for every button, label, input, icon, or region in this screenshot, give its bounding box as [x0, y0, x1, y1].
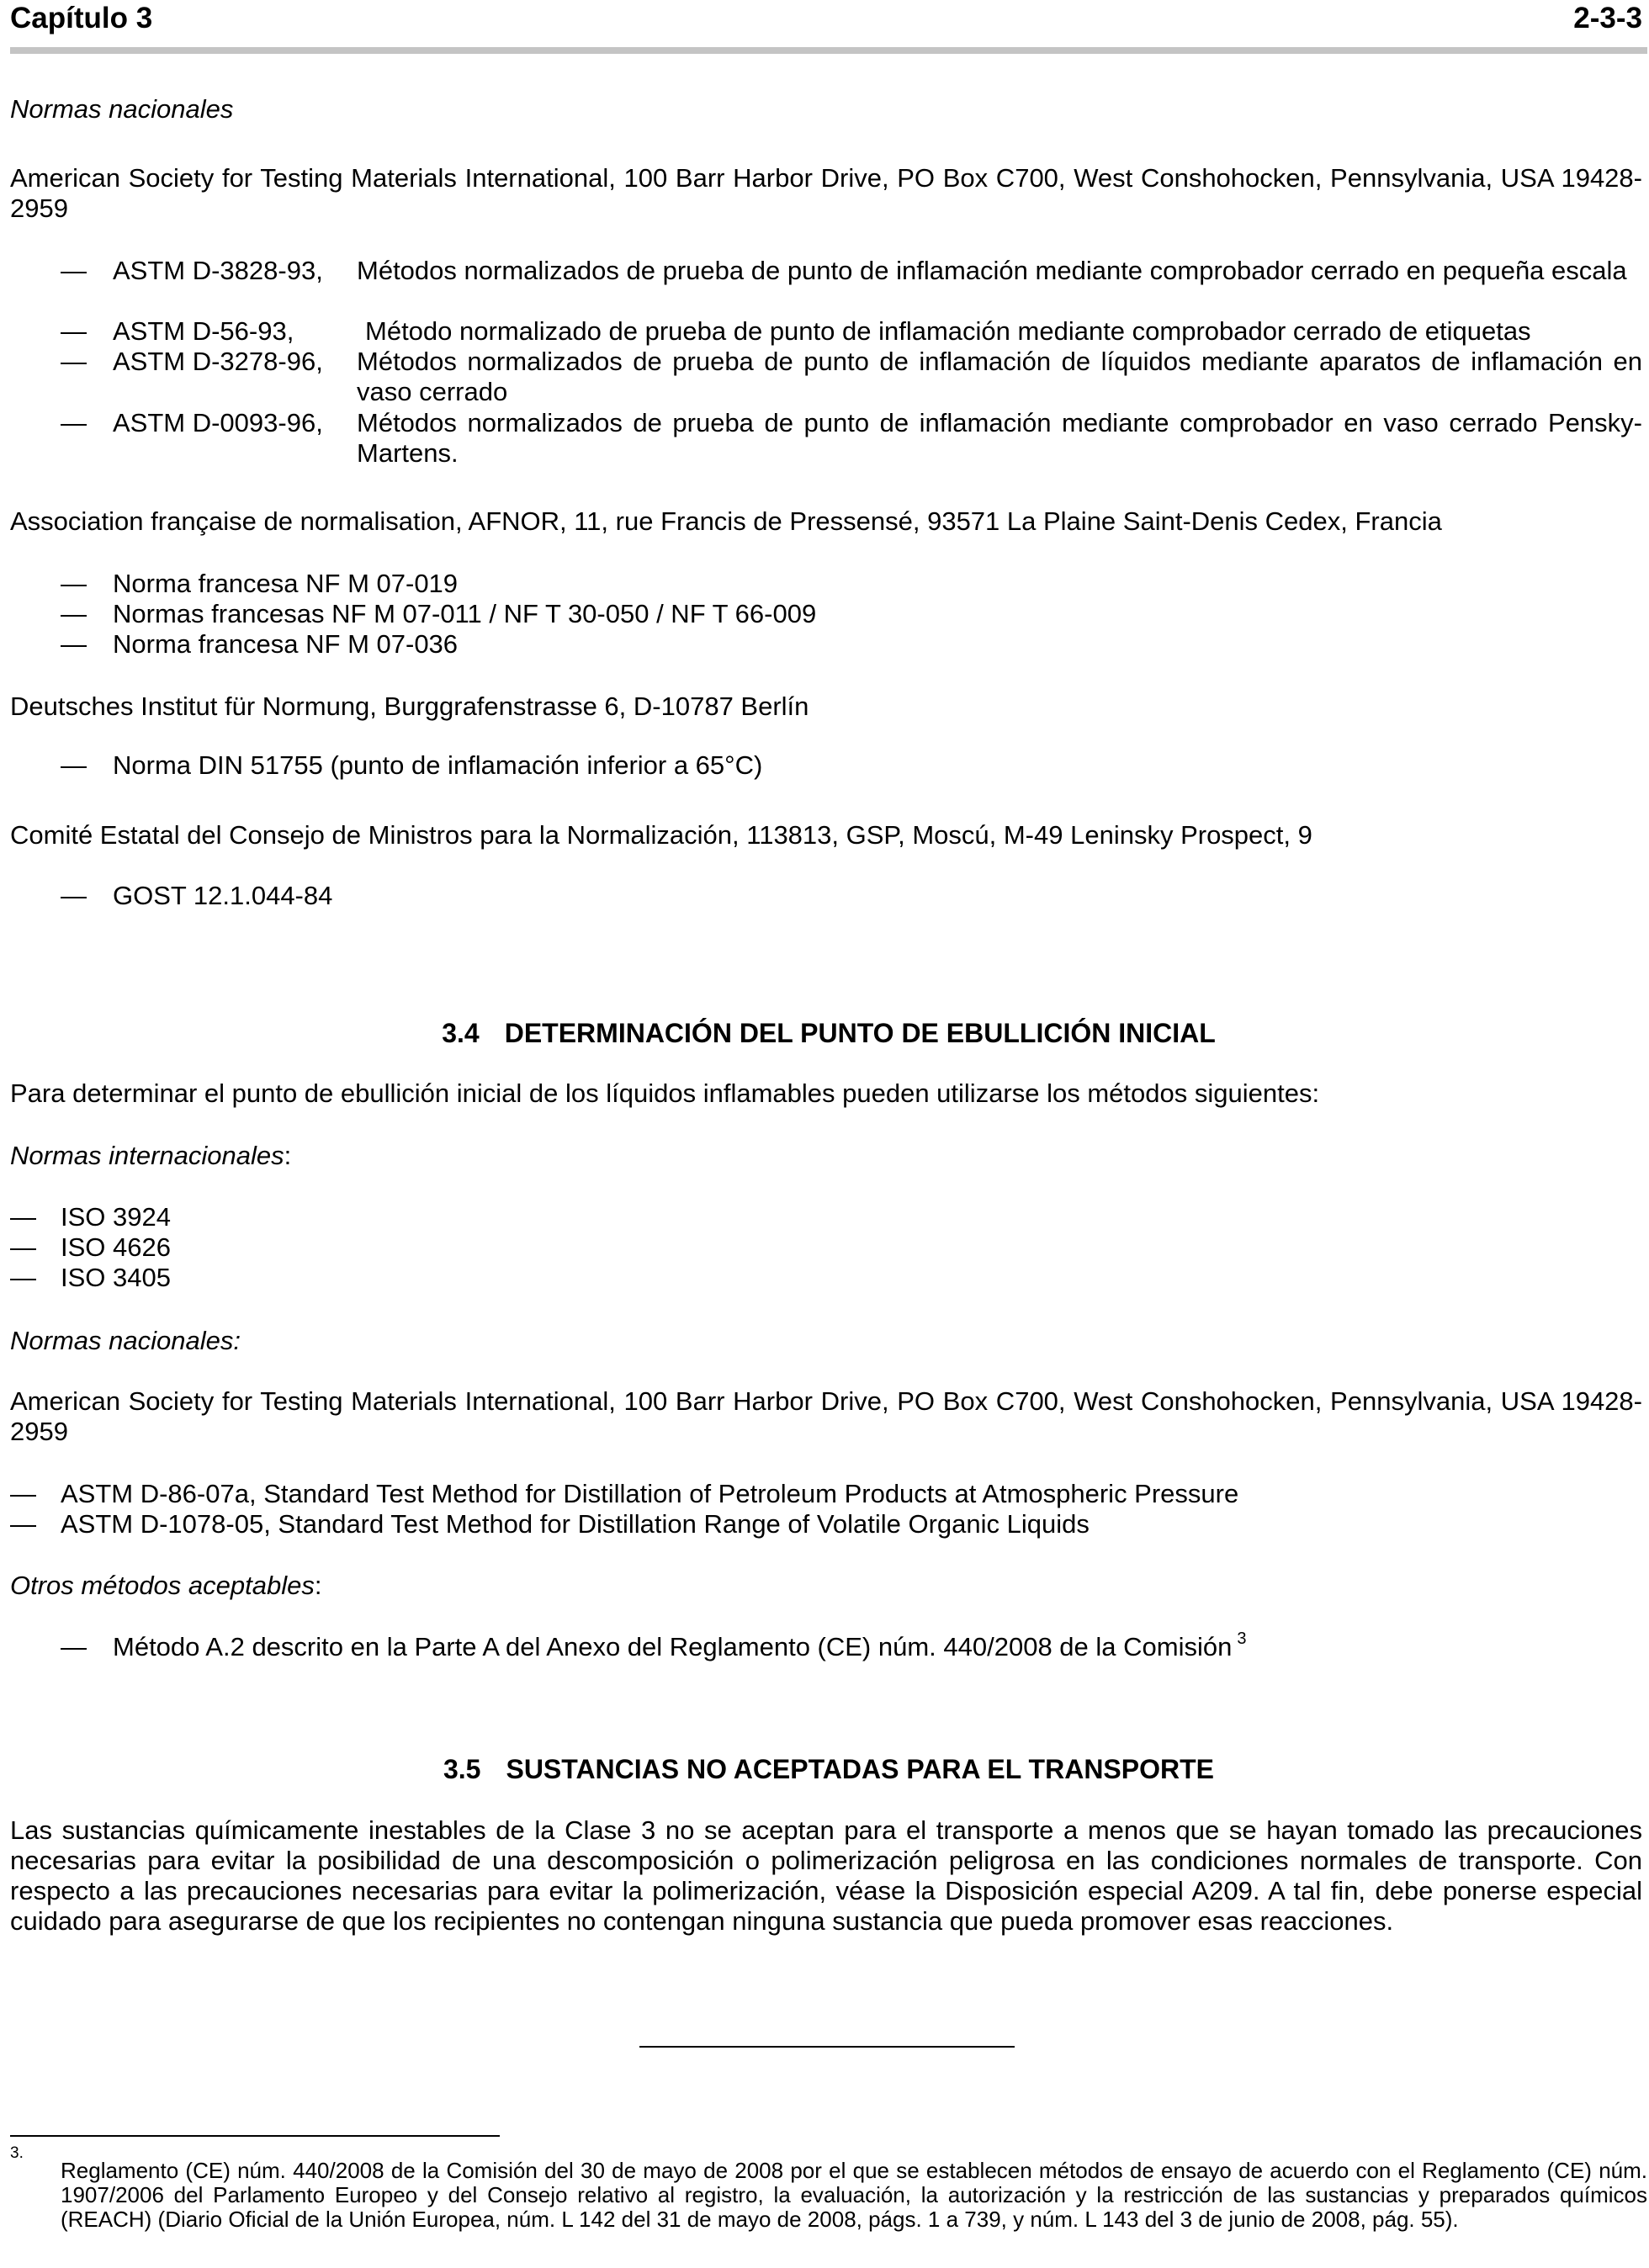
footnote-rule [10, 2135, 500, 2137]
dash-marker: — [61, 881, 87, 910]
list-item-text [113, 1629, 1642, 1662]
dash-marker: — [61, 408, 87, 437]
section-heading-3-5 [10, 1754, 1647, 1784]
list-item-text: ASTM D-86-07a, Standard Test Method for Distillation of Petroleum Products at Atmospheric Pressure [61, 1479, 1239, 1508]
header-rule [10, 47, 1647, 54]
chapter-title: Capítulo 3 [10, 2, 153, 34]
footnote-text: Reglamento (CE) núm. 440/2008 de la Comisión del 30 de mayo de 2008 por el que se establecen métodos de ensayo de acuerdo con el Reglamento (CE) núm. 1907/2006 del Parlamento Europeo y del Consejo relativo al registro, la evaluación, la autorización y la restricción de las sustancias y preparados químicos (REACH) (Diario Oficial de la Unión Europea, núm. L 142 del 31 de mayo de 2008, págs. 1 a 739, y núm. L 143 del 3 de junio de 2008, pág. 55). [61, 2158, 1647, 2232]
list-item-text: ISO 3405 [61, 1263, 171, 1292]
page-number: 2-3-3 [1573, 2, 1642, 34]
astm-code: ASTM D-56-93, [113, 316, 294, 346]
din-address: Deutsches Institut für Normung, Burggrafenstrasse 6, D-10787 Berlín [10, 692, 809, 721]
astm-description: Métodos normalizados de prueba de punto de inflamación mediante comprobador en vaso cerrado Pensky-Martens. [357, 408, 1642, 468]
document-page [10, 0, 1647, 2268]
section-number: 3.5 [443, 1754, 481, 1784]
section-number: 3.4 [442, 1018, 480, 1048]
footnote-number: 3. [10, 2144, 24, 2162]
dash-marker: — [61, 1632, 87, 1661]
section-title: SUSTANCIAS NO ACEPTADAS PARA EL TRANSPORTE [506, 1754, 1214, 1784]
dash-marker: — [10, 1509, 36, 1539]
dash-marker: — [61, 347, 87, 376]
list-item-text: GOST 12.1.044-84 [113, 881, 333, 910]
dash-marker: — [10, 1232, 36, 1262]
list-item-text: Normas francesas NF M 07-011 / NF T 30-050 / NF T 66-009 [113, 599, 817, 628]
astm-description: Método normalizado de prueba de punto de inflamación mediante comprobador cerrado de etiquetas [365, 316, 1531, 346]
other-methods-heading [10, 1571, 1642, 1601]
astm-description: Métodos normalizados de prueba de punto de inflamación mediante comprobador cerrado en pequeña escala [357, 256, 1627, 285]
dash-marker: — [61, 316, 87, 346]
dash-marker: — [10, 1479, 36, 1508]
page-header [10, 2, 1642, 35]
dash-marker: — [10, 1202, 36, 1232]
list-item-text: Norma DIN 51755 (punto de inflamación inferior a 65°C) [113, 750, 763, 780]
astm-code: ASTM D-3278-96, [113, 347, 323, 376]
footnote-reference[interactable]: 3 [1237, 1629, 1247, 1648]
list-item-text: ISO 3924 [61, 1202, 171, 1232]
section-title: DETERMINACIÓN DEL PUNTO DE EBULLICIÓN INICIAL [504, 1018, 1216, 1048]
dash-marker: — [61, 750, 87, 780]
list-item-text: ASTM D-1078-05, Standard Test Method for Distillation Range of Volatile Organic Liquids [61, 1509, 1090, 1539]
dash-marker: — [61, 569, 87, 598]
astm-description: Métodos normalizados de prueba de punto de inflamación de líquidos mediante aparatos de inflamación en vaso cerrado [357, 347, 1642, 406]
astm-code: ASTM D-3828-93, [113, 256, 323, 285]
heading-text: Otros métodos aceptables [10, 1571, 315, 1600]
dash-marker: — [61, 599, 87, 628]
international-standards-heading [10, 1141, 1642, 1171]
section-intro: Para determinar el punto de ebullición inicial de los líquidos inflamables pueden utilizarse los métodos siguientes: [10, 1078, 1320, 1108]
section-heading-3-4 [10, 1018, 1647, 1048]
heading-colon: : [314, 1571, 322, 1600]
astm-address: American Society for Testing Materials International, 100 Barr Harbor Drive, PO Box C700, West Conshohocken, Pennsylvania, USA 19428-2959 [10, 163, 1642, 223]
method-text: Método A.2 descrito en la Parte A del Anexo del Reglamento (CE) núm. 440/2008 de la Comisión [113, 1632, 1233, 1661]
list-item-text: Norma francesa NF M 07-019 [113, 569, 459, 598]
section-body: Las sustancias químicamente inestables de la Clase 3 no se aceptan para el transporte a menos que se hayan tomado las precauciones necesarias para evitar la posibilidad de una descomposición o polimerización peligrosa en las condiciones normales de transporte. Con respecto a las precauciones necesarias para evitar la polimerización, véase la Disposición especial A209. A tal fin, debe ponerse especial cuidado para asegurarse de que los recipientes no contengan ninguna sustancia que pueda promover esas reacciones. [10, 1815, 1642, 1936]
national-standards-heading: Normas nacionales [10, 94, 234, 124]
dash-marker: — [61, 256, 87, 285]
heading-colon: : [284, 1141, 292, 1170]
heading-text: Normas internacionales [10, 1141, 284, 1170]
astm-code: ASTM D-0093-96, [113, 408, 323, 437]
dash-marker: — [10, 1263, 36, 1292]
gost-address: Comité Estatal del Consejo de Ministros para la Normalización, 113813, GSP, Moscú, M-49 Leninsky Prospect, 9 [10, 820, 1312, 850]
afnor-address: Association française de normalisation, AFNOR, 11, rue Francis de Pressensé, 93571 La Plaine Saint-Denis Cedex, Francia [10, 506, 1442, 536]
section-end-rule [639, 2046, 1015, 2048]
national-standards-heading: Normas nacionales: [10, 1326, 241, 1355]
list-item-text: Norma francesa NF M 07-036 [113, 629, 459, 659]
list-item-text: ISO 4626 [61, 1232, 171, 1262]
dash-marker: — [61, 629, 87, 659]
astm-address: American Society for Testing Materials International, 100 Barr Harbor Drive, PO Box C700, West Conshohocken, Pennsylvania, USA 19428-2959 [10, 1386, 1642, 1446]
